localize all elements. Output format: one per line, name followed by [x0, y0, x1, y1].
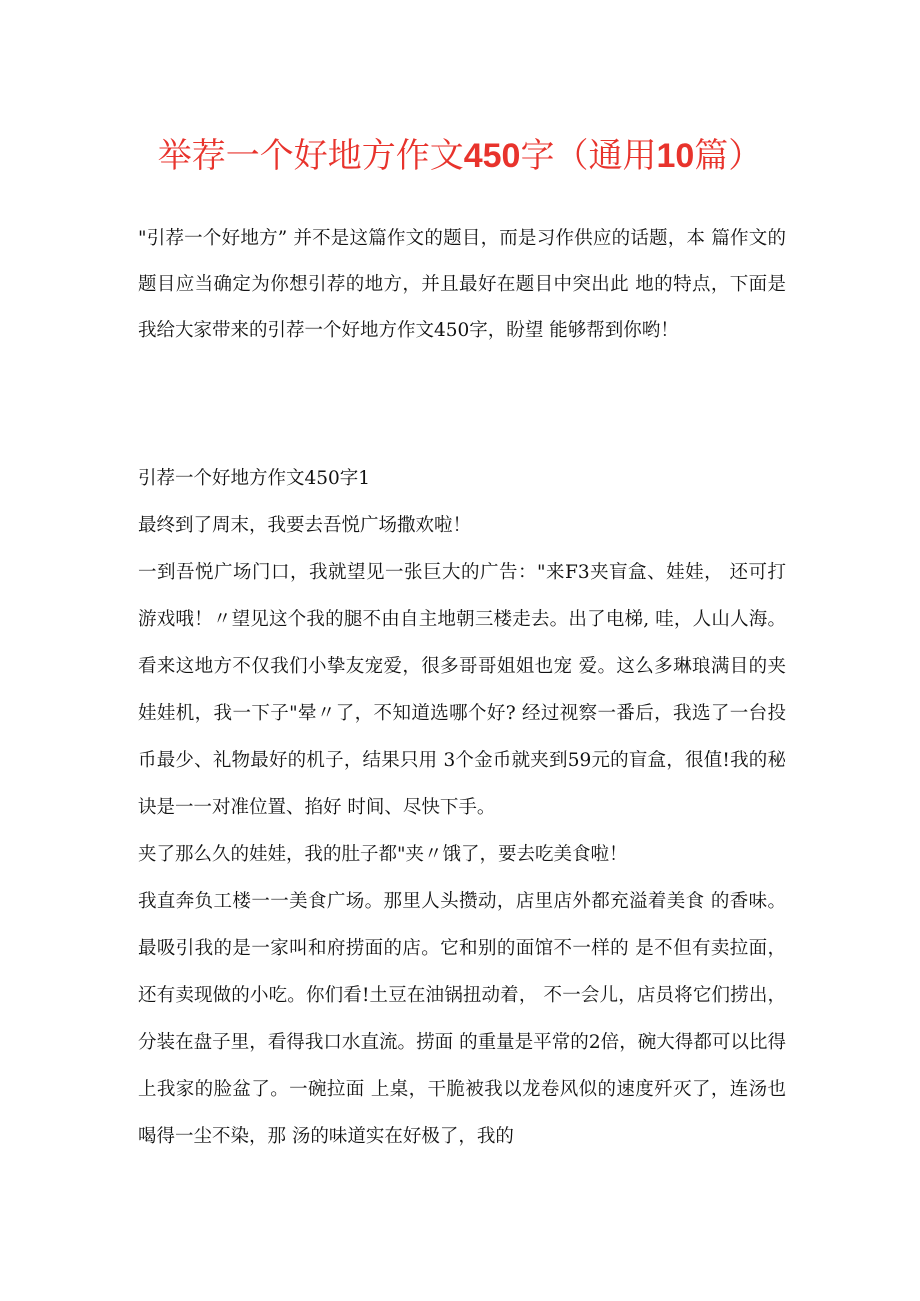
title-part-1: 举荐一个好地方作文 [157, 136, 464, 176]
intro-paragraph: "引荐一个好地方” 并不是这篇作文的题目，而是习作供应的话题，本 篇作文的题目应当确定为你想引荐的地方，并且最好在题目中突出此 地的特点，下面是我给大家带来的引荐一个好地方作文450字，盼望 能够帮到你哟！ [138, 228, 786, 341]
title-part-3: 字（通用 [520, 136, 657, 176]
essay-heading: 引荐一个好地方作文450字1 [138, 468, 371, 489]
essay-content [138, 455, 786, 1160]
title-part-2: 450 [463, 137, 521, 175]
title-part-4: 10 [656, 137, 695, 175]
title-part-5: 篇） [694, 136, 763, 176]
document-title [0, 131, 920, 181]
essay-paragraph: 我直奔负工楼一一美食广场。那里人头攒动，店里店外都充溢着美食 的香味。最吸引我的是一家叫和府捞面的店。它和别的面馆不一样的 是不但有卖拉面，还有卖现做的小吃。你们看!土豆在油锅扭动着， 不一会儿，店员将它们捞出，分装在盘子里，看得我口水直流。捞面 的重量是平常的2倍，碗大得都可以比得上我家的脸盆了。一碗拉面 上桌，干脆被我以龙卷风似的速度歼灭了，连汤也喝得一尘不染，那 汤的味道实在好极了，我的 [138, 891, 786, 1147]
essay-paragraph: 一到吾悦广场门口，我就望见一张巨大的广告："来F3夹盲盒、娃娃， 还可打游戏哦！〃望见这个我的腿不由自主地朝三楼走去。出了电梯, 哇，人山人海。看来这地方不仅我们小挚友宠爱，很多哥哥姐姐也宠 爱。这么多琳琅满目的夹娃娃机，我一下子"晕〃了，不知道选哪个好? 经过视察一番后，我选了一台投币最少、礼物最好的机子，结果只用 3个金币就夹到59元的盲盒，很值!我的秘诀是一一对准位置、掐好 时间、尽快下手。 [138, 562, 786, 818]
essay-paragraph: 最终到了周末，我要去吾悦广场撒欢啦！ [138, 515, 472, 536]
essay-paragraph: 夹了那么久的娃娃，我的肚子都"夹〃饿了，要去吃美食啦！ [138, 844, 628, 865]
